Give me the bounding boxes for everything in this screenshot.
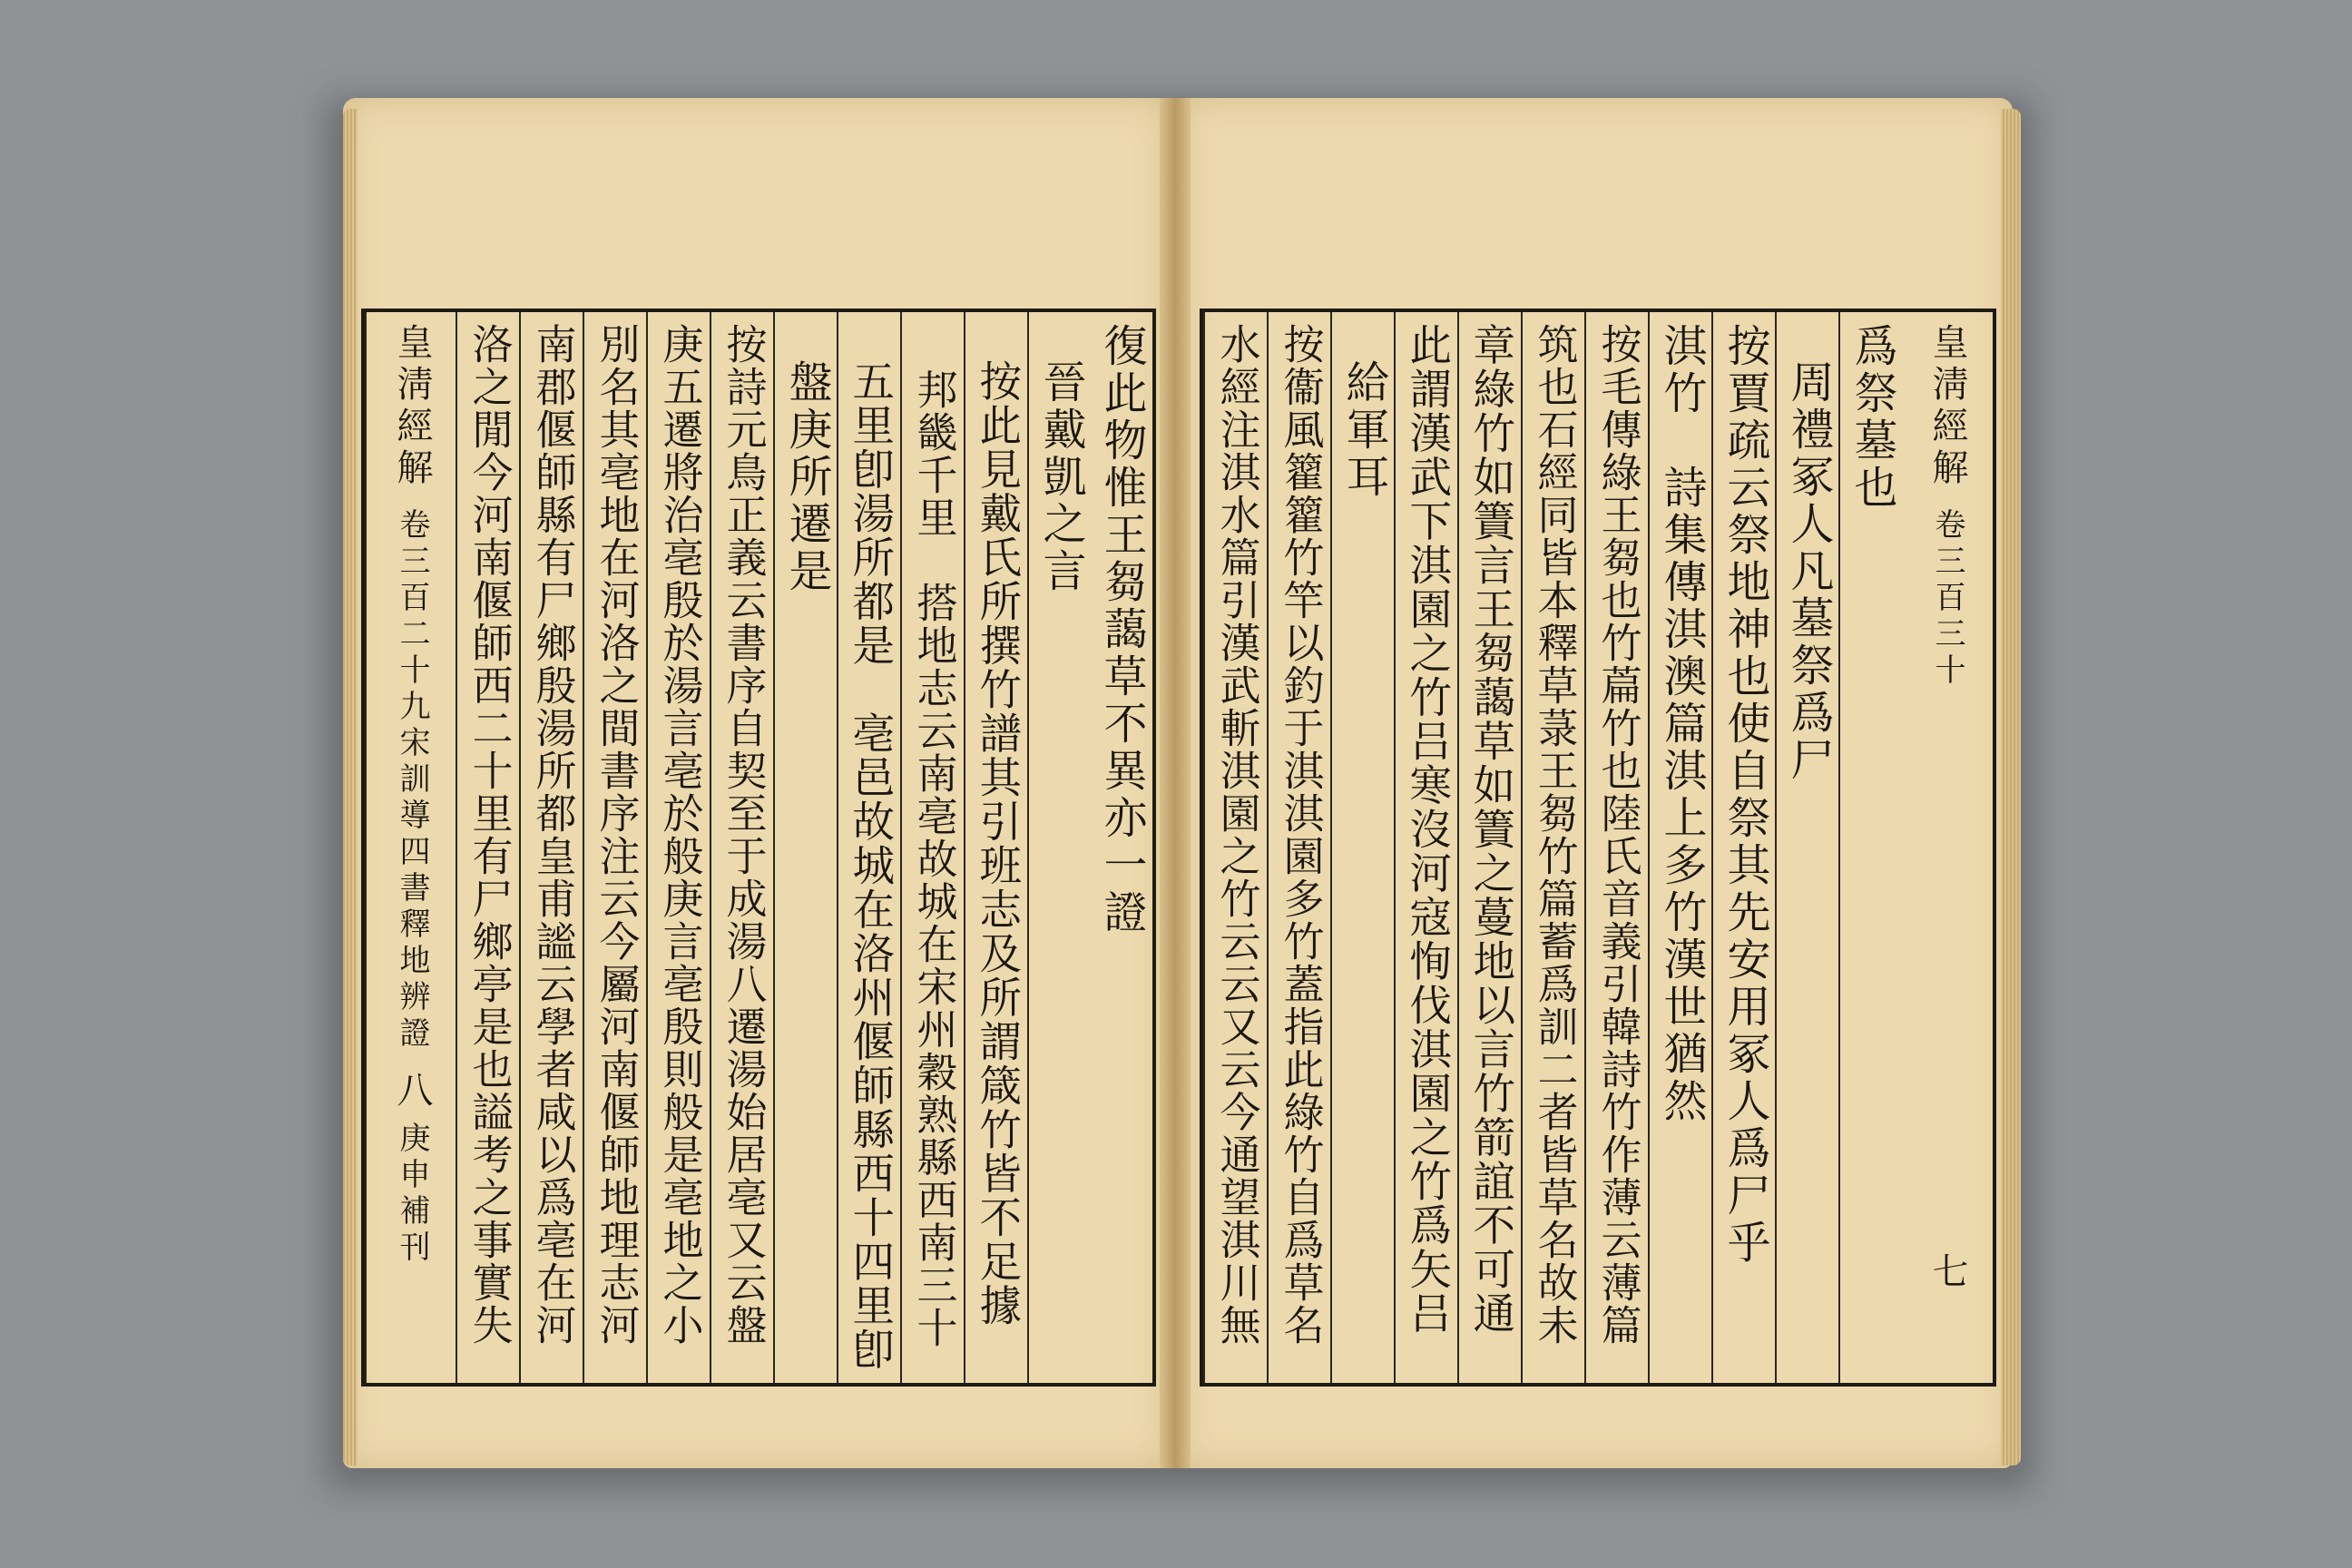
left-column-5 bbox=[837, 312, 902, 1383]
margin-book-title: 皇淸經解 bbox=[1926, 323, 1968, 490]
right-page-edges bbox=[2001, 109, 2021, 1465]
right-column-text: 此謂漢武下淇園之竹吕寒沒河寇恂伐淇園之竹爲矢吕 bbox=[1403, 323, 1453, 1336]
left-column-8 bbox=[646, 312, 711, 1383]
left-column-11 bbox=[456, 312, 521, 1383]
right-column-3 bbox=[1711, 312, 1777, 1383]
right-margin-column bbox=[1902, 312, 1993, 1383]
right-column-text: 按衞風籊籊竹竿以釣于淇淇園多竹蓋指此綠竹自爲草名 bbox=[1276, 323, 1325, 1347]
right-column-11 bbox=[1203, 312, 1269, 1383]
right-column-text: 周禮冢人凡墓祭爲尸 bbox=[1783, 359, 1834, 784]
left-column-text: 邦畿千里 搭地志云南亳故城在宋州穀熟縣西南三十 bbox=[909, 368, 958, 1349]
left-column-9 bbox=[583, 312, 648, 1383]
left-column-text: 南郡偃師縣有尸鄉殷湯所都皇甫謐云學者咸以爲亳在河 bbox=[528, 323, 577, 1347]
right-column-text: 按賈疏云祭地神也使自祭其先安用冢人爲尸乎 bbox=[1720, 323, 1770, 1267]
left-text-frame bbox=[361, 309, 1156, 1387]
right-column-2 bbox=[1775, 312, 1840, 1383]
right-column-10 bbox=[1267, 312, 1332, 1383]
left-column-text: 五里卽湯所都是 亳邑故城在洛州偃師縣西十四里卽 bbox=[846, 359, 896, 1372]
left-column-4 bbox=[900, 312, 965, 1383]
right-column-text: 筑也石經同皆本釋草菉王芻竹篇蓄爲訓二者皆草名故未 bbox=[1530, 323, 1579, 1347]
left-column-text: 晉戴凱之言 bbox=[1035, 359, 1086, 595]
left-column-text: 盤庚所遷是 bbox=[781, 359, 832, 595]
left-column-1 bbox=[1091, 312, 1152, 1383]
margin-folio: 七 bbox=[1926, 1252, 1968, 1294]
right-column-4 bbox=[1648, 312, 1713, 1383]
margin-volume: 卷三百二十九宋訓導四書釋地辨證 bbox=[394, 508, 430, 1053]
right-text-frame bbox=[1200, 309, 1996, 1387]
left-column-text: 洛之閒今河南偃師西二十里有尸鄉亭是也謚考之事實失 bbox=[465, 323, 514, 1347]
right-column-9 bbox=[1330, 312, 1396, 1383]
left-column-text: 復此物惟王芻藹草不異亦一證 bbox=[1096, 323, 1147, 936]
right-column-text: 淇竹 詩集傳淇澳篇淇上多竹漢世猶然 bbox=[1656, 323, 1707, 1125]
left-column-7 bbox=[710, 312, 775, 1383]
right-column-6 bbox=[1521, 312, 1586, 1383]
left-page-edges bbox=[343, 109, 358, 1465]
right-column-text: 給軍耳 bbox=[1338, 359, 1389, 501]
right-column-text: 章綠竹如簀言王芻藹草如簀之蔓地以言竹箭誼不可通 bbox=[1466, 323, 1516, 1336]
right-column-5 bbox=[1584, 312, 1650, 1383]
left-column-10 bbox=[519, 312, 584, 1383]
left-column-2 bbox=[1027, 312, 1093, 1383]
right-column-text: 爲祭墓也 bbox=[1847, 323, 1897, 512]
margin-note: 庚申補刊 bbox=[394, 1122, 430, 1267]
book-gutter bbox=[1160, 98, 1191, 1468]
left-column-6 bbox=[773, 312, 838, 1383]
right-column-7 bbox=[1457, 312, 1523, 1383]
left-column-text: 別名其亳地在河洛之間書序注云今屬河南偃師地理志河 bbox=[592, 323, 641, 1347]
left-column-text: 按此見戴氏所撰竹譜其引班志及所謂箴竹皆不足據 bbox=[973, 359, 1023, 1328]
left-margin-column bbox=[365, 312, 457, 1383]
left-column-text: 庚五遷將治亳殷於湯言亳於般庚言亳殷則般是亳地之小 bbox=[655, 323, 704, 1347]
margin-book-title: 皇淸經解 bbox=[391, 323, 433, 490]
margin-folio: 八 bbox=[391, 1071, 433, 1112]
left-column-3 bbox=[964, 312, 1029, 1383]
left-column-text: 按詩元鳥正義云書序自契至于成湯八遷湯始居亳又云盤 bbox=[719, 323, 768, 1347]
right-column-text: 水經注淇水篇引漢武斬淇園之竹云云又云今通望淇川無 bbox=[1212, 323, 1261, 1347]
right-column-1 bbox=[1838, 312, 1904, 1383]
right-column-text: 按毛傳綠王芻也竹萹竹也陸氏音義引韓詩竹作薄云薄篇 bbox=[1593, 323, 1642, 1347]
margin-volume: 卷三百三十 bbox=[1929, 508, 1965, 690]
right-column-8 bbox=[1394, 312, 1459, 1383]
